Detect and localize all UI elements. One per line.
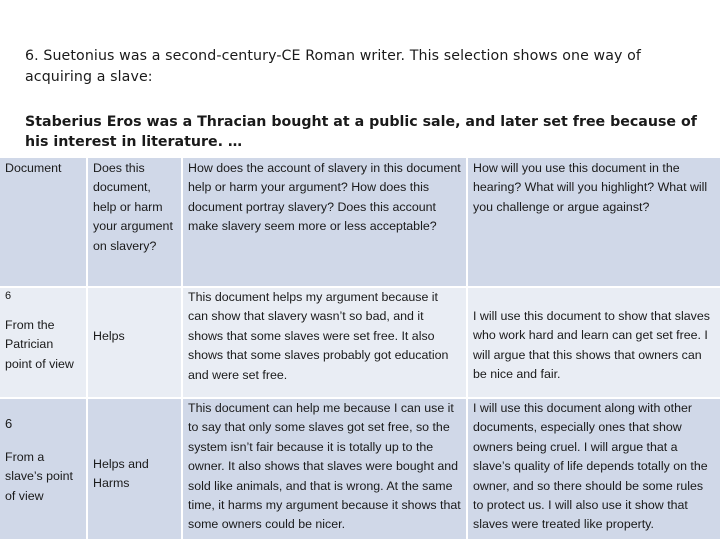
document-analysis-table [0, 158, 720, 541]
row-account: This document helps my argument because it can show that slavery wasn’t so bad, and it shows that some slaves were set free. It also shows that some slaves probably got education and were set free. [183, 288, 468, 397]
intro-paragraph: 6. Suetonius was a second-century-CE Roman writer. This selection shows one way of acquiring a slave: [25, 48, 641, 85]
row-verdict: Helps and Harms [93, 457, 149, 491]
source-quote: Staberius Eros was a Thracian bought at a public sale, and later set free because of his interest in literature. … [25, 114, 697, 150]
row-number: 6 [5, 416, 13, 431]
header-account: How does the account of slavery in this document help or harm your argument? How does this document portray slavery? Does this account make slavery seem more or less acceptable? [183, 158, 468, 286]
row-use: I will use this document along with other documents, especially ones that show owners being cruel. I will argue that a slave’s quality of life depends totally on the owner, and so there should be some rules to protect us. I will also use it show that slaves were treated like property. [473, 401, 708, 532]
header-help-or-harm: Does this document, help or harm your argument on slavery? [88, 158, 183, 286]
table-header-row [0, 158, 720, 288]
table-row [0, 399, 720, 541]
row-account: This document can help me because I can use it to say that only some slaves got set free, so the system isn’t fair because it is totally up to the owner. It also shows that slaves were bought and sold like animals, and that is wrong. At the same time, it harms my argument because it shows that some owners could be nicer. [183, 399, 468, 539]
row-document: From a slave’s point of view [5, 450, 73, 503]
row-verdict: Helps [93, 329, 125, 343]
row-document-cell [0, 288, 88, 397]
row-use: I will use this document to show that slaves who work hard and learn can get set free. I will argue that this shows that owners can be nice and fair. [473, 309, 710, 382]
row-verdict-cell [88, 288, 183, 397]
table-row [0, 288, 720, 399]
row-use-cell [468, 288, 720, 397]
row-number: 6 [5, 290, 12, 302]
header-document: Document [0, 158, 88, 286]
header-use: How will you use this document in the hearing? What will you highlight? What will you challenge or argue against? [473, 161, 708, 214]
row-document: From the Patrician point of view [5, 318, 74, 371]
row-verdict-cell [88, 399, 183, 539]
row-document-cell [0, 399, 88, 539]
